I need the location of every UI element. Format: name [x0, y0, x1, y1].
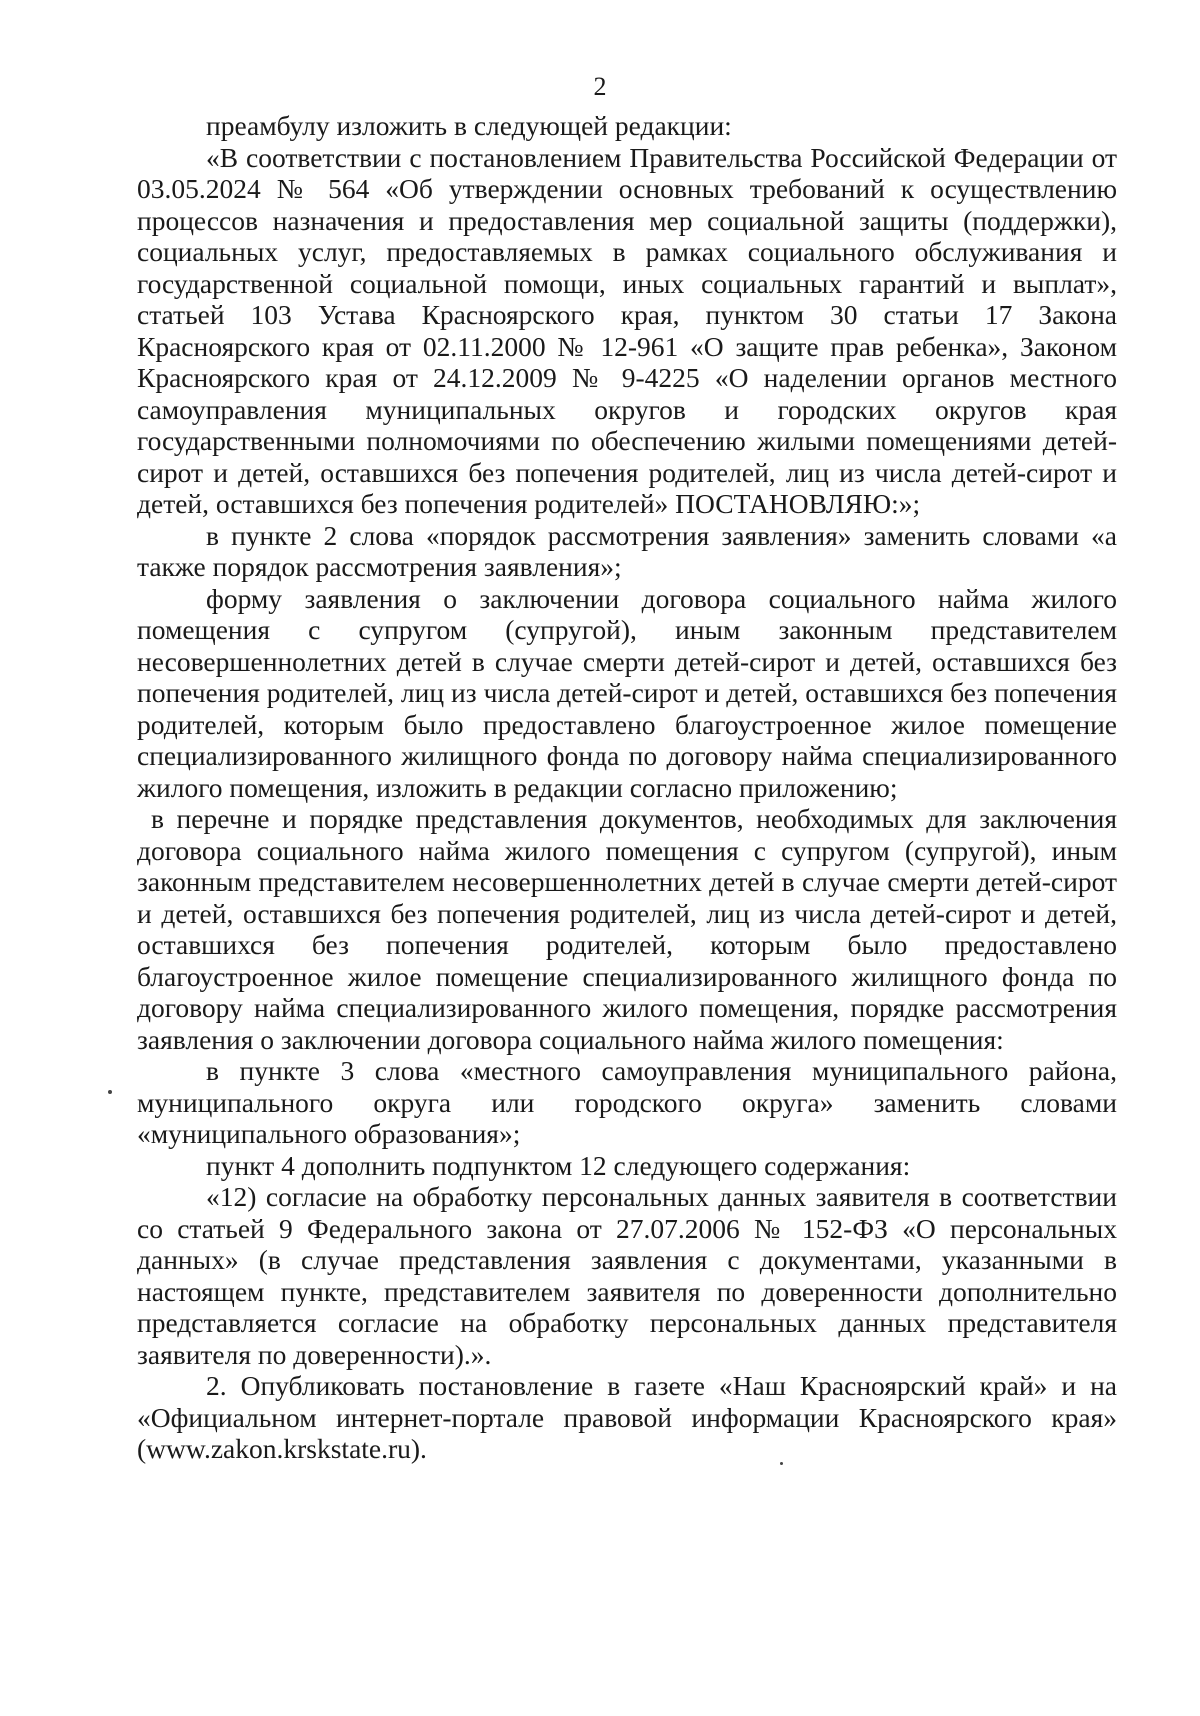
scan-speck — [780, 1462, 783, 1465]
paragraph-preamble-intro: преамбулу изложить в следующей редакции: — [206, 110, 732, 141]
page-number: 2 — [593, 72, 607, 101]
paragraph-application-form: форму заявления о заключении договора социального найма жилого помещения с супругом (супругой), иным законным представителем несовершеннолетних детей в случае смерти детей-сирот и детей, оставшихся без попечения родителей, лиц из числа детей-сирот и детей, оставшихся без попечения родителей, которым было предоставлено благоустроенное жилое помещение специализированного жилищного фонда по договору найма специализированного жилого помещения, изложить в редакции согласно приложению; — [137, 582, 1117, 803]
paragraph-publish: 2. Опубликовать постановление в газете «Наш Красноярский край» и на «Официальном интернет-портале правовой информации Красноярского края» (www.zakon.krskstate.ru). — [137, 1370, 1117, 1464]
scan-speck — [108, 1090, 112, 1094]
paragraph-documents-list: в перечне и порядке представления документов, необходимых для заключения договора социального найма жилого помещения с супругом (супругой), иным законным представителем несовершеннолетних детей в случае смерти детей-сирот и детей, оставшихся без попечения родителей, лиц из числа детей-сирот и детей, оставшихся без попечения родителей, которым было предоставлено благоустроенное жилое помещение специализированного жилищного фонда по договору найма специализированного жилого помещения, порядке рассмотрения заявления о заключении договора социального найма жилого помещения: — [137, 803, 1117, 1055]
paragraph-point-4-intro: пункт 4 дополнить подпунктом 12 следующего содержания: — [206, 1149, 911, 1181]
paragraph-subpoint-12: «12) согласие на обработку персональных данных заявителя в соответствии со статьей 9 Федерального закона от 27.07.2006 № 152-ФЗ «О персональных данных» (в случае представления заявления с документами, указанными в настоящем пункте, представителем заявителя по доверенности дополнительно представляется согласие на обработку персональных данных представителя заявителя по доверенности).». — [137, 1181, 1117, 1370]
paragraph-point-3: в пункте 3 слова «местного самоуправления муниципального района, муниципального округа или городского округа» заменить словами «муниципального образования»; — [137, 1055, 1117, 1149]
document-body — [137, 110, 1117, 1465]
paragraph-preamble-text: «В соответствии с постановлением Правительства Российской Федерации от 03.05.2024 № 564 «Об утверждении основных требований к осуществлению процессов назначения и предоставления мер социальной защиты (поддержки), социальных услуг, предоставляемых в рамках социального обслуживания и государственной социальной помощи, иных социальных гарантий и выплат», статьей 103 Устава Красноярского края, пунктом 30 статьи 17 Закона Красноярского края от 02.11.2000 № 12-961 «О защите прав ребенка», Законом Красноярского края от 24.12.2009 № 9-4225 «О наделении органов местного самоуправления муниципальных округов и городских округов края государственными полномочиями по обеспечению жилыми помещениями детей-сирот и детей, оставшихся без попечения родителей, лиц из числа детей-сирот и детей, оставшихся без попечения родителей» ПОСТАНОВЛЯЮ:»; — [137, 141, 1117, 519]
paragraph-point-2: в пункте 2 слова «порядок рассмотрения заявления» заменить словами «а также порядок рассмотрения заявления»; — [137, 519, 1117, 582]
